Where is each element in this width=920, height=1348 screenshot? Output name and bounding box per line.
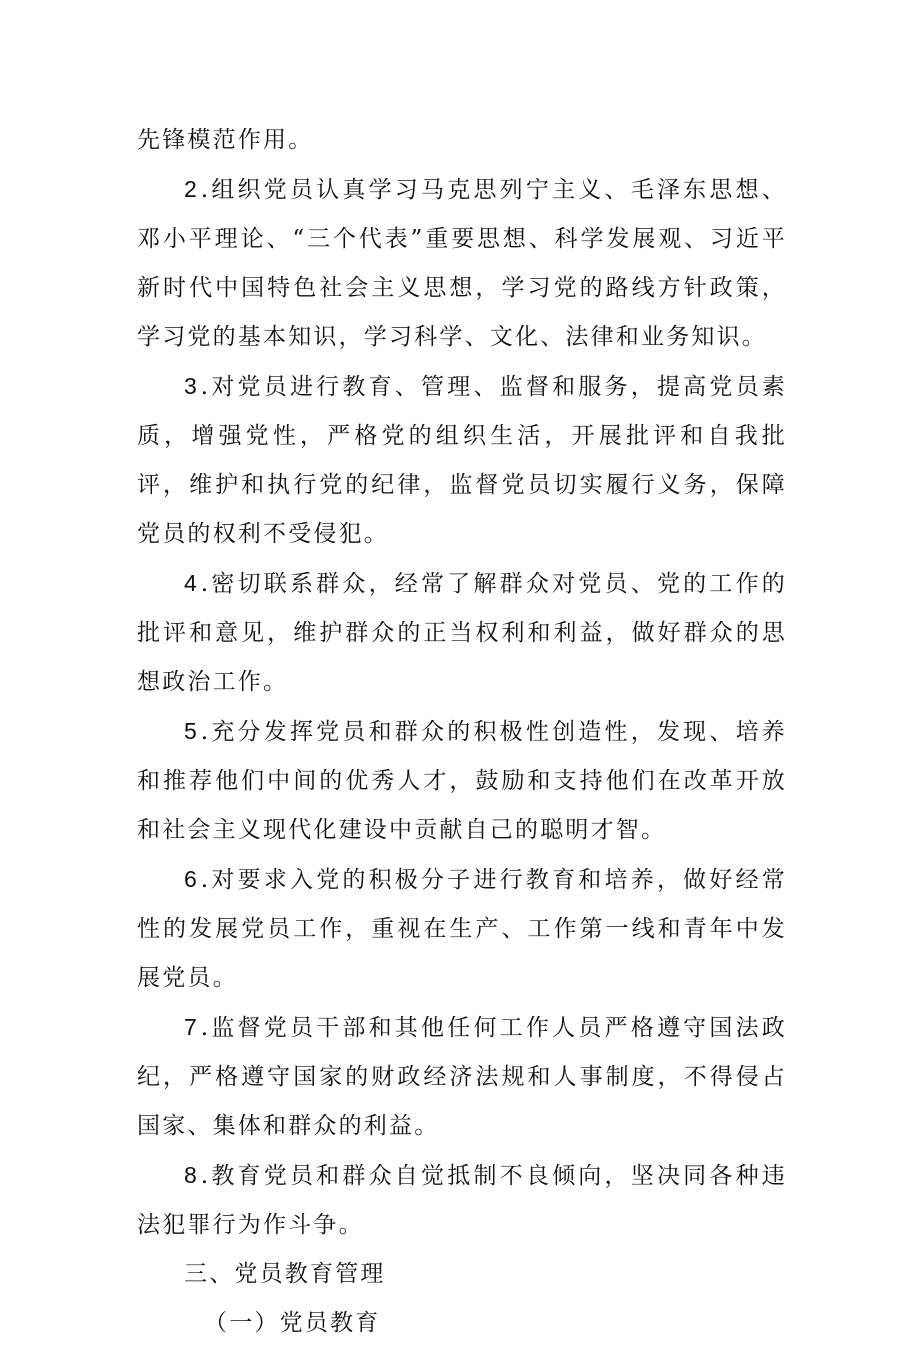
- list-item-2: [137, 165, 787, 362]
- list-item-7: [137, 1003, 787, 1151]
- list-item-5: [137, 707, 787, 855]
- subsection-heading: （一）党员教育: [204, 1310, 381, 1336]
- list-item-3: [137, 362, 787, 559]
- item-text: .对党员进行教育、管理、监督和服务，提高党员素质，增强党性，严格党的组织生活，开展批评和自我批评，维护和执行党的纪律，监督党员切实履行义务，保障党员的权利不受侵犯。: [137, 374, 787, 547]
- item-text: .监督党员干部和其他任何工作人员严格遵守国法政纪，严格遵守国家的财政经济法规和人事制度，不得侵占国家、集体和群众的利益。: [137, 1015, 787, 1139]
- item-number: 8: [184, 1162, 201, 1188]
- list-item-8: [137, 1151, 787, 1250]
- item-text: .对要求入党的积极分子进行教育和培养，做好经常性的发展党员工作，重视在生产、工作第一线和青年中发展党员。: [137, 867, 787, 991]
- item-text: .充分发挥党员和群众的积极性创造性，发现、培养和推荐他们中间的优秀人才，鼓励和支持他们在改革开放和社会主义现代化建设中贡献自己的聪明才智。: [137, 719, 787, 843]
- item-number: 7: [184, 1014, 201, 1040]
- item-number: 2: [184, 176, 201, 202]
- item-number: 6: [184, 866, 201, 892]
- item-text: .密切联系群众，经常了解群众对党员、党的工作的批评和意见，维护群众的正当权利和利益，做好群众的思想政治工作。: [137, 571, 787, 695]
- list-item-4: [137, 559, 787, 707]
- item-number: 5: [184, 718, 201, 744]
- item-text: .组织党员认真学习马克思列宁主义、毛泽东思想、邓小平理论、“三个代表”重要思想、科学发展观、习近平新时代中国特色社会主义思想，学习党的路线方针政策，学习党的基本知识，学习科学、文化、法律和业务知识。: [137, 177, 787, 350]
- document-body: [137, 116, 787, 1348]
- paragraph-text: 先锋模范作用。: [137, 127, 314, 153]
- paragraph-continuation: [137, 116, 787, 165]
- section-heading: 三、党员教育管理: [184, 1261, 386, 1287]
- item-text: .教育党员和群众自觉抵制不良倾向，坚决同各种违法犯罪行为作斗争。: [137, 1163, 787, 1238]
- item-number: 4: [184, 570, 201, 596]
- list-item-6: [137, 855, 787, 1003]
- item-number: 3: [184, 373, 201, 399]
